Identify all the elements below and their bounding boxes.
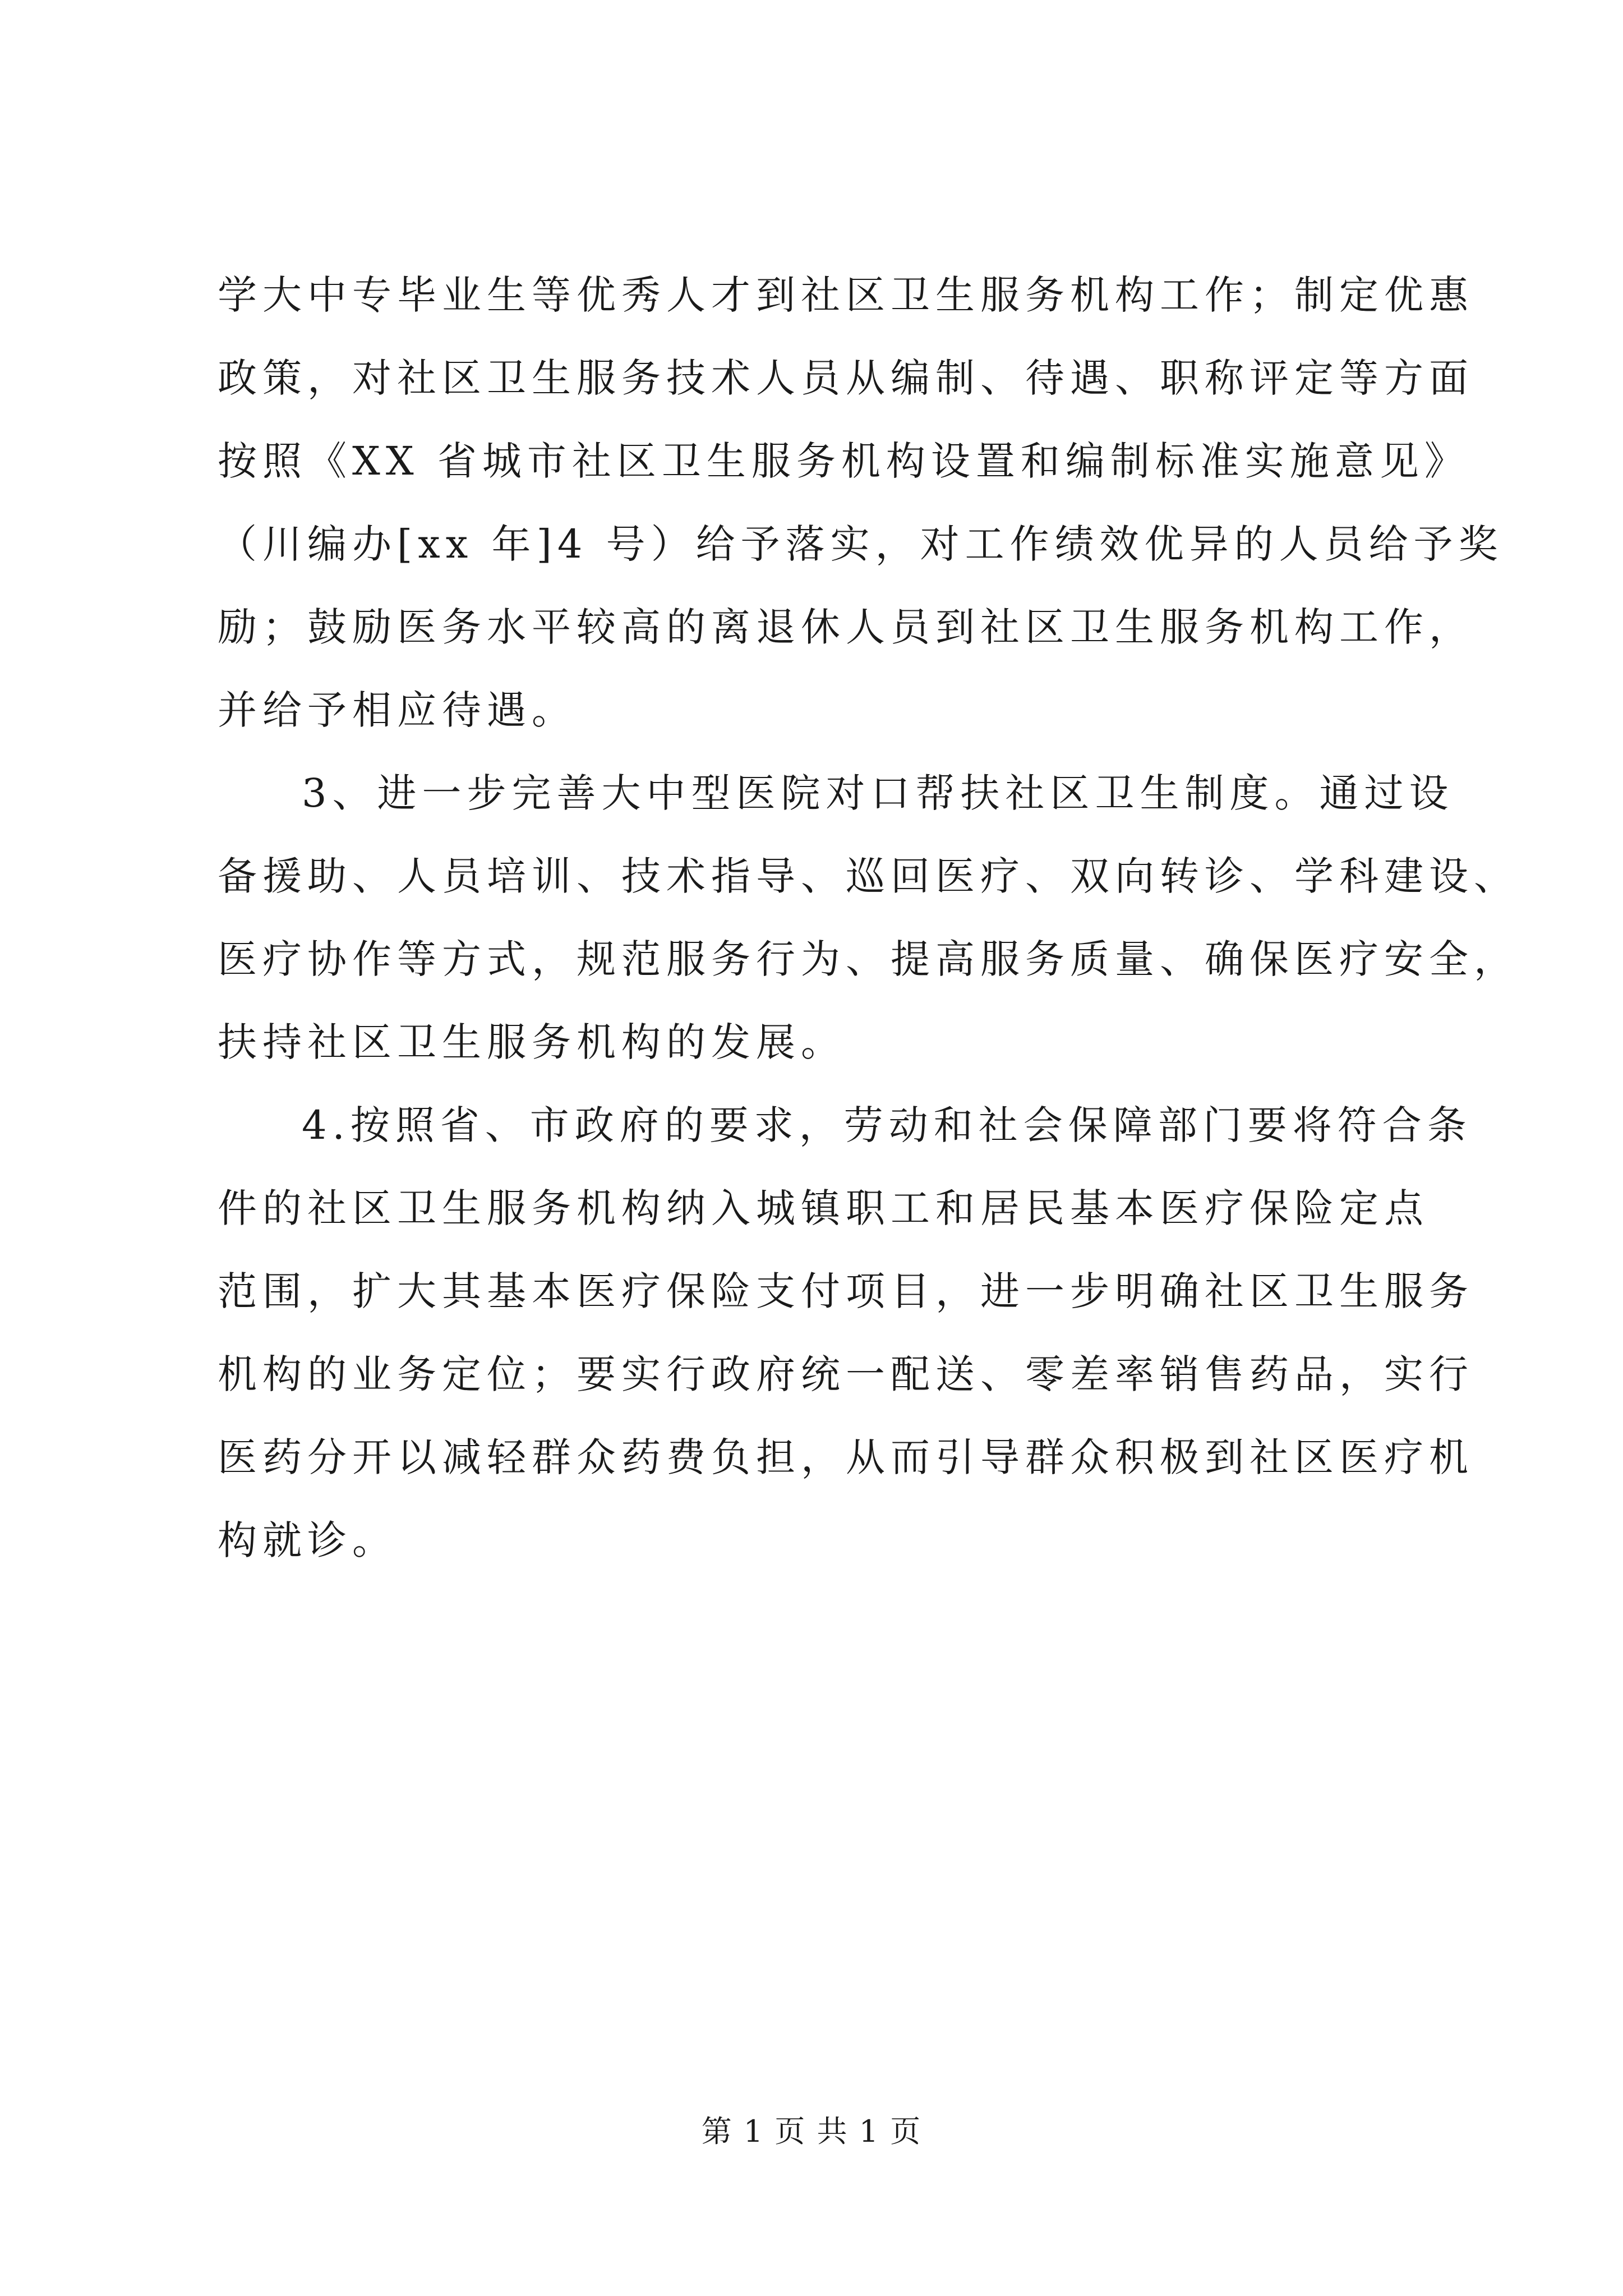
paragraph-3 [218,752,1519,1084]
text-line: 医疗协作等方式，规范服务行为、提高服务质量、确保医疗安全， [218,936,1519,982]
text-line: 励；鼓励医务水平较高的离退休人员到社区卫生服务机构工作， [218,604,1474,650]
text-line: （川编办[xx 年]4 号）给予落实，对工作绩效优异的人员给予奖 [218,521,1504,567]
paragraph-4 [218,1084,1474,1582]
text-line: 3、进一步完善大中型医院对口帮扶社区卫生制度。通过设 [302,770,1454,816]
text-line: 并给予相应待遇。 [218,687,577,733]
text-line: 备援助、人员培训、技术指导、巡回医疗、双向转诊、学科建设、 [218,853,1519,899]
page-footer [0,2109,1623,2154]
text-line: 医药分开以减轻群众药费负担，从而引导群众积极到社区医疗机 [218,1434,1474,1480]
text-line: 政策，对社区卫生服务技术人员从编制、待遇、职称评定等方面 [218,355,1474,401]
text-line: 范围，扩大其基本医疗保险支付项目，进一步明确社区卫生服务 [218,1268,1474,1314]
paragraph-continued [218,254,1504,752]
page-number: 第 1 页 共 1 页 [701,2114,922,2149]
text-line: 构就诊。 [218,1517,397,1563]
text-line: 件的社区卫生服务机构纳入城镇职工和居民基本医疗保险定点 [218,1185,1429,1231]
text-line: 4.按照省、市政府的要求，劳动和社会保障部门要将符合条 [302,1102,1472,1148]
text-line: 按照《XX 省城市社区卫生服务机构设置和编制标准实施意见》 [218,438,1469,484]
text-line: 学大中专毕业生等优秀人才到社区卫生服务机构工作；制定优惠 [218,272,1474,318]
document-body [218,254,1519,1582]
text-line: 扶持社区卫生服务机构的发展。 [218,1019,846,1065]
text-line: 机构的业务定位；要实行政府统一配送、零差率销售药品，实行 [218,1351,1474,1397]
